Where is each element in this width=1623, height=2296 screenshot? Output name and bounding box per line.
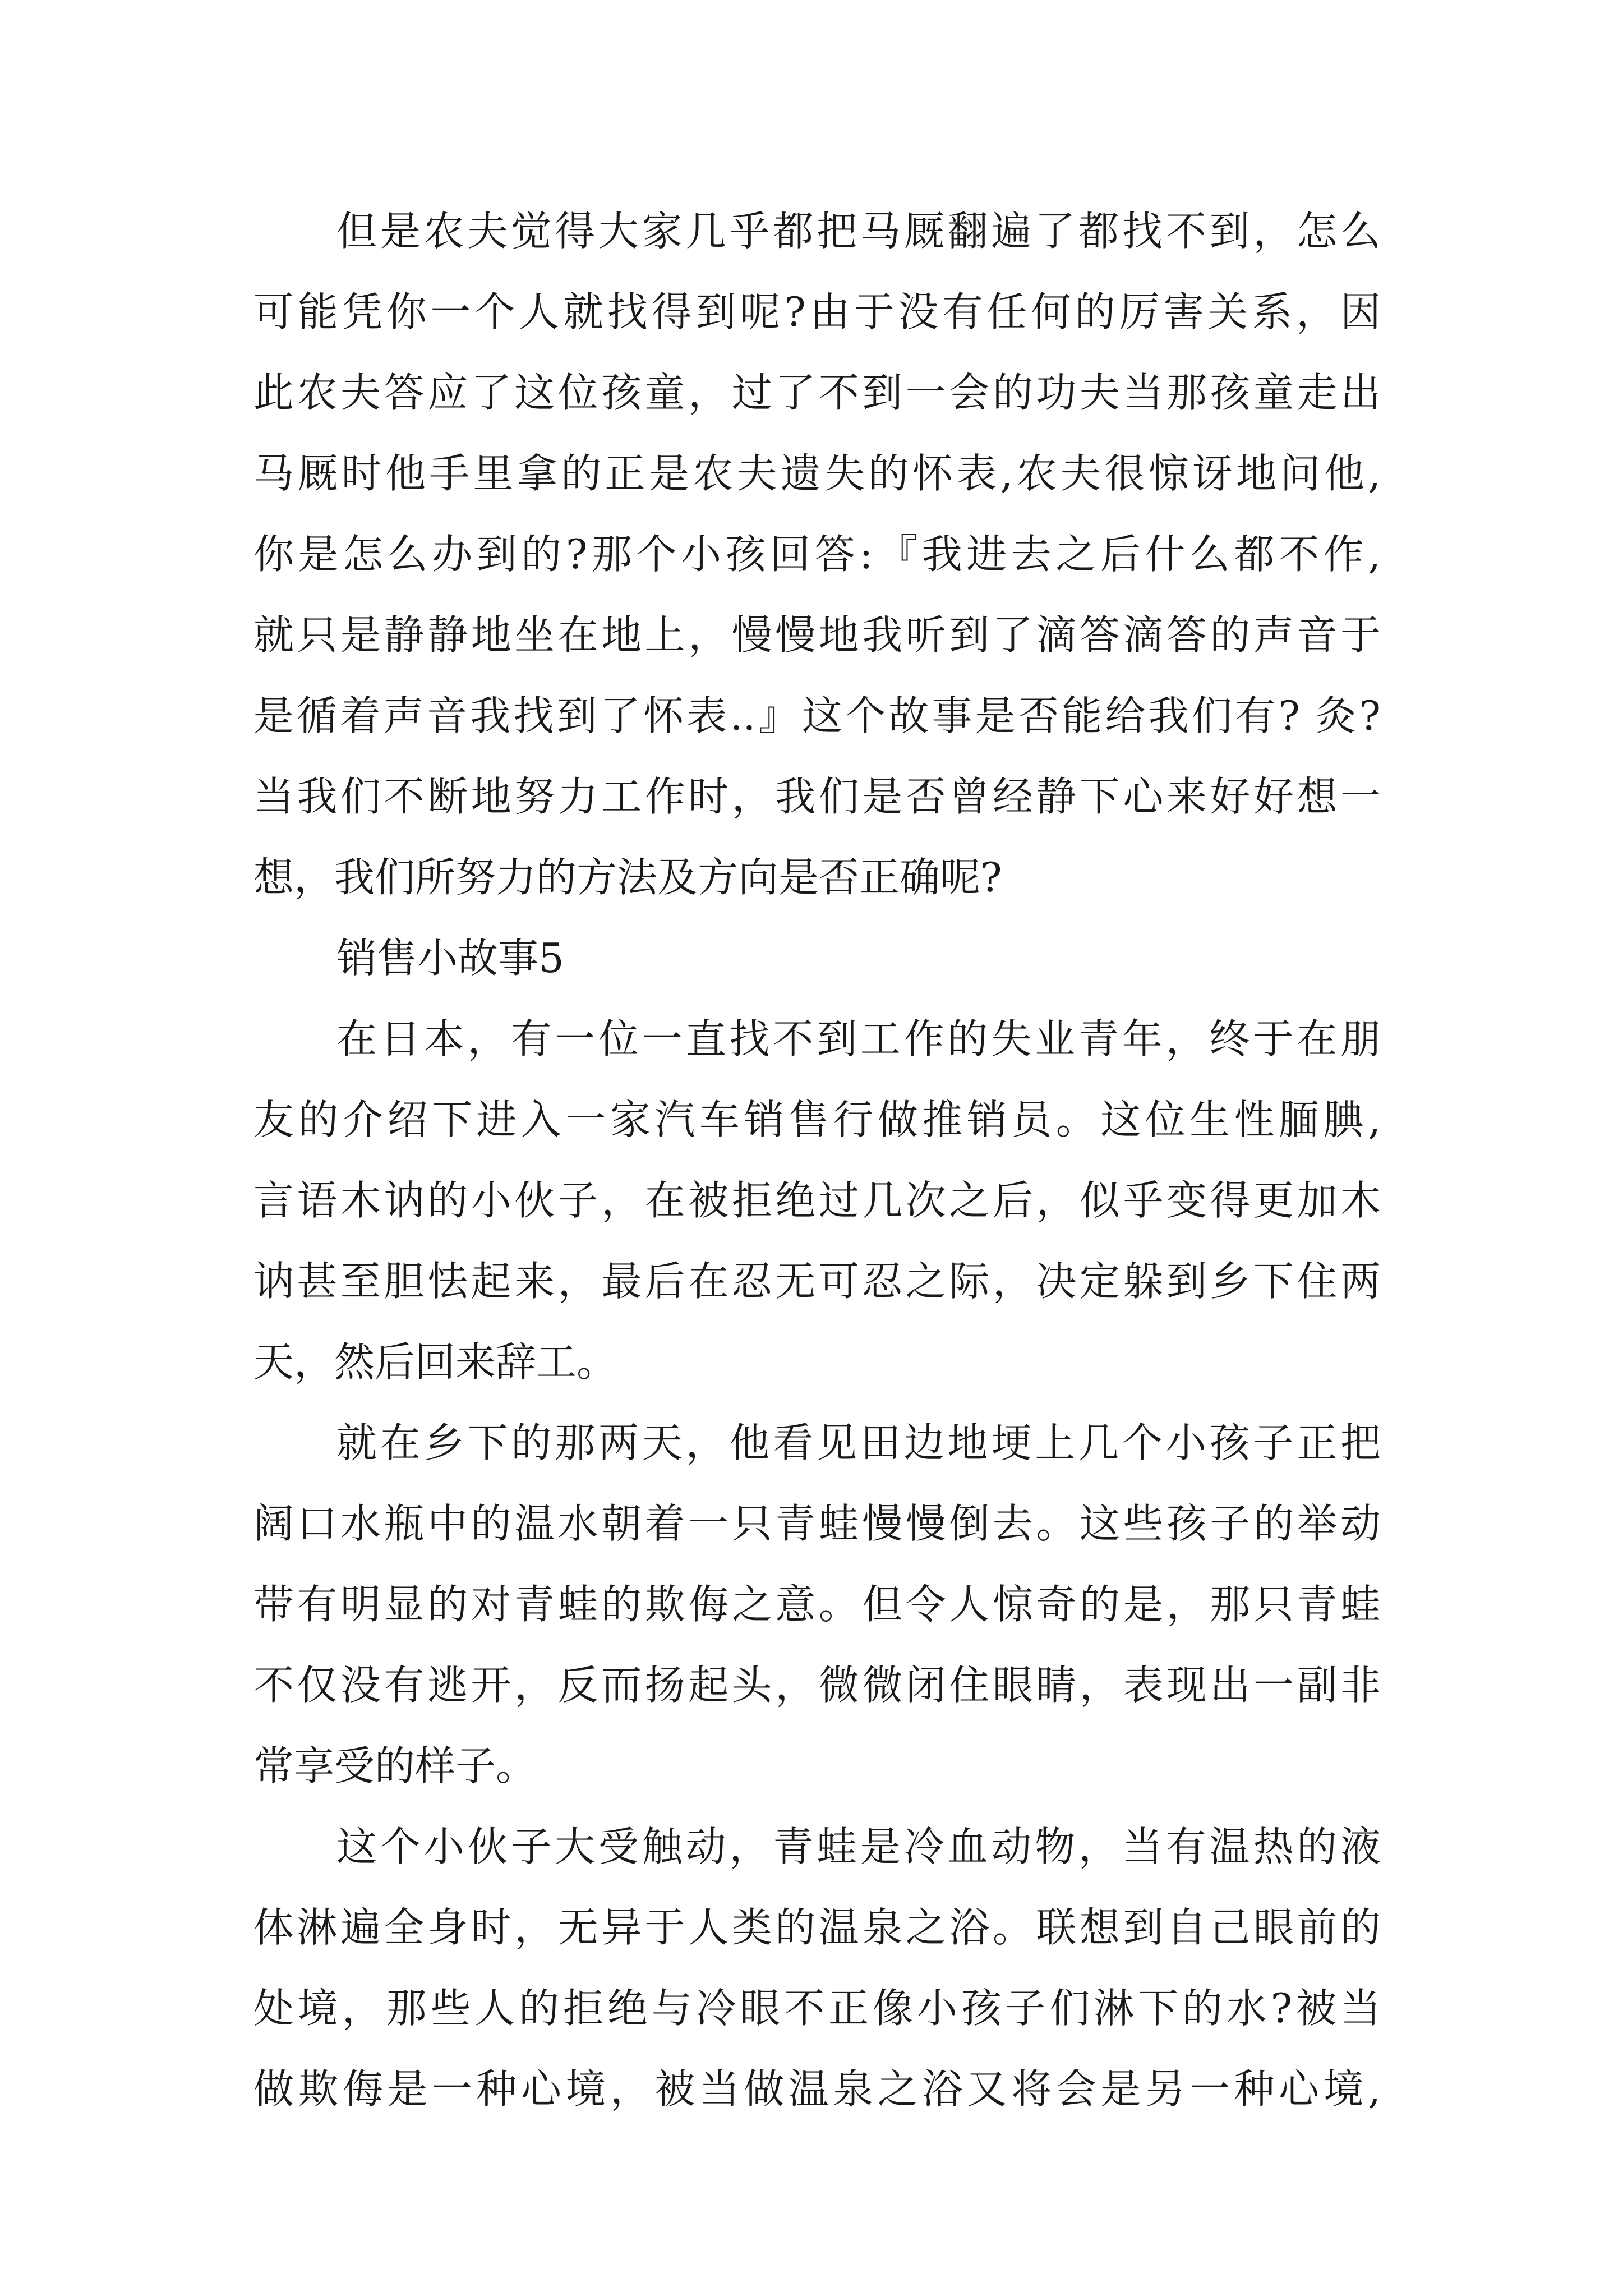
paragraph-line: 就在乡下的那两天，他看见田边地埂上几个小孩子正把 [336, 1419, 1381, 1466]
paragraph-line: 天，然后回来辞工。 [253, 1338, 617, 1386]
paragraph-line: 言语木讷的小伙子，在被拒绝过几次之后，似乎变得更加木 [253, 1177, 1381, 1224]
paragraph-line: 阔口水瓶中的温水朝着一只青蛙慢慢倒去。这些孩子的举动 [253, 1500, 1381, 1547]
paragraph-line: 友的介绍下进入一家汽车销售行做推销员。这位生性腼腆, [253, 1096, 1381, 1143]
paragraph-line: 做欺侮是一种心境，被当做温泉之浴又将会是另一种心境, [253, 2065, 1381, 2113]
paragraph-line: 常享受的样子。 [253, 1742, 537, 1789]
paragraph-line: 你是怎么办到的?那个小孩回答:『我进去之后什么都不作, [253, 531, 1381, 578]
paragraph-line: 马厩时他手里拿的正是农夫遗失的怀表,农夫很惊讶地问他, [253, 450, 1381, 497]
paragraph-line: 这个小伙子大受触动，青蛙是冷血动物，当有温热的液 [336, 1823, 1381, 1870]
paragraph-line: 不仅没有逃开，反而扬起头，微微闭住眼睛，表现出一副非 [253, 1662, 1381, 1709]
paragraph-line: 想，我们所努力的方法及方向是否正确呢? [253, 854, 1002, 901]
paragraph-line: 处境，那些人的拒绝与冷眼不正像小孩子们淋下的水?被当 [253, 1985, 1381, 2032]
paragraph-line: 带有明显的对青蛙的欺侮之意。但令人惊奇的是，那只青蛙 [253, 1581, 1381, 1628]
paragraph-line: 此农夫答应了这位孩童，过了不到一会的功夫当那孩童走出 [253, 369, 1381, 416]
paragraph-line: 讷甚至胆怯起来，最后在忍无可忍之际，决定躲到乡下住两 [253, 1258, 1381, 1305]
paragraph-line: 就只是静静地坐在地上，慢慢地我听到了滴答滴答的声音于 [253, 611, 1381, 659]
document-body [253, 209, 1381, 2147]
paragraph-line: 可能凭你一个人就找得到呢?由于没有任何的厉害关系，因 [253, 288, 1381, 335]
paragraph-line: 体淋遍全身时，无异于人类的温泉之浴。联想到自己眼前的 [253, 1904, 1381, 1951]
paragraph-line: 当我们不断地努力工作时，我们是否曾经静下心来好好想一 [253, 773, 1381, 820]
paragraph-line: 但是农夫觉得大家几乎都把马厩翻遍了都找不到，怎么 [336, 208, 1381, 255]
section-heading: 销售小故事5 [336, 935, 564, 982]
paragraph-line: 在日本，有一位一直找不到工作的失业青年，终于在朋 [336, 1015, 1381, 1062]
paragraph-line: 是循着声音我找到了怀表..』这个故事是否能给我们有? 灸? [253, 692, 1381, 739]
